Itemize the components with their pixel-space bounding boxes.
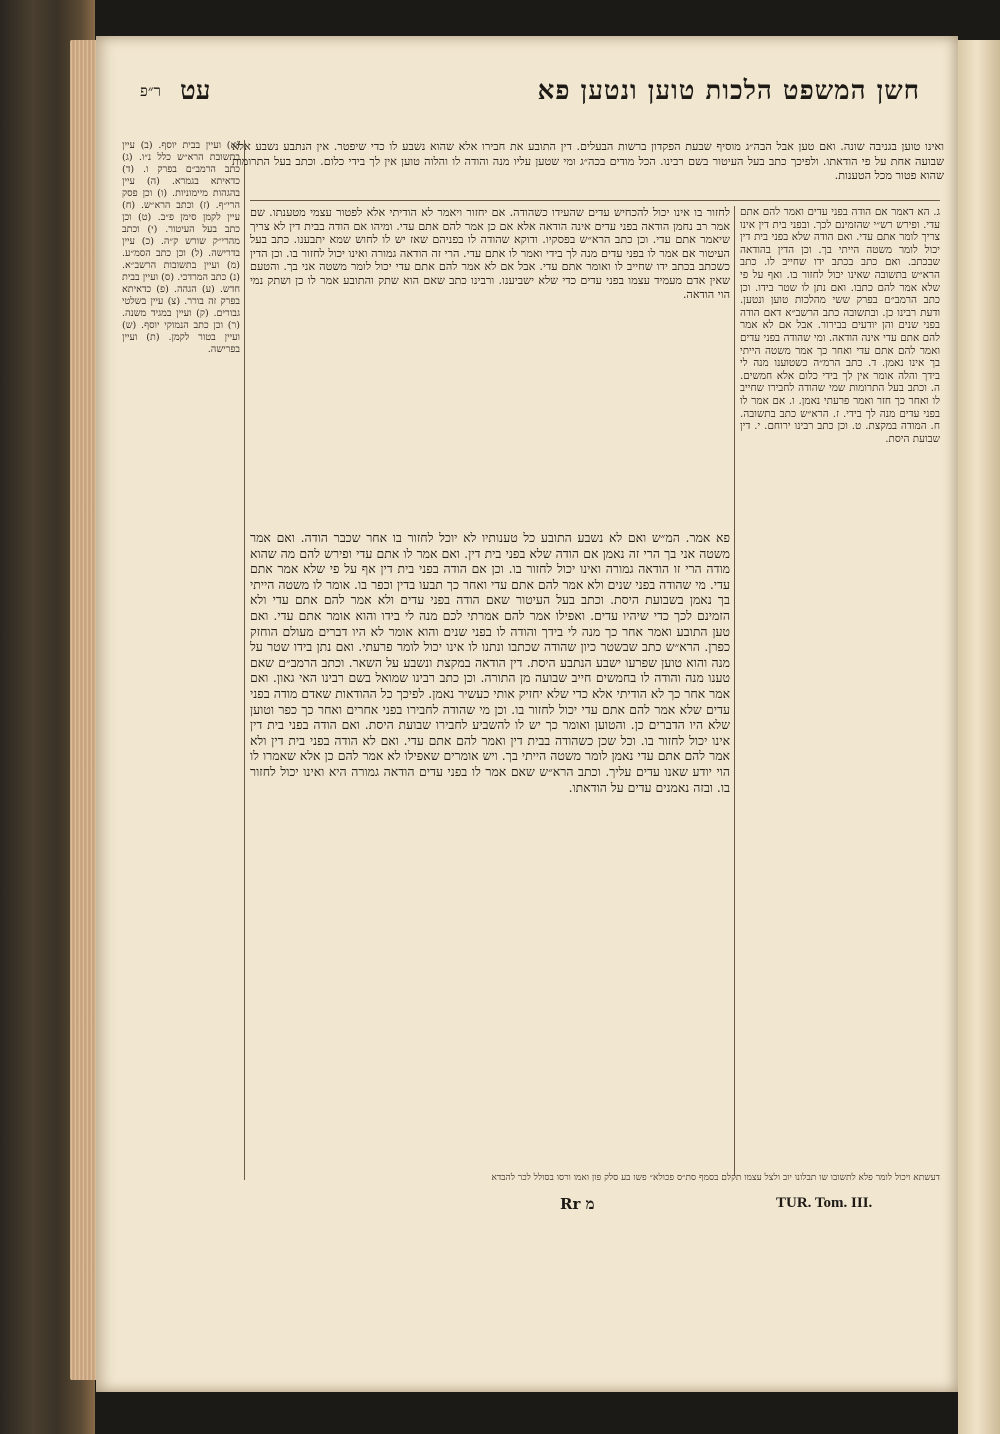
facing-page-edge xyxy=(958,40,1000,1434)
header-rule xyxy=(250,200,940,201)
page-header xyxy=(140,76,920,126)
running-title: חשן המשפט הלכות טוען ונטען פא xyxy=(537,76,920,106)
main-text-body: פא אמר. המ״ש ואם לא נשבע התובע כל טענותיו לא יוכל לחזור בו אחר שכבר הודה. ואם אמר משטה אני בך הרי זה נאמן אם הודה שלא בפני בית דין. ואם אמר לו אתם עדי ופירש להם מה שהוא מודה הרי זו הודאה גמורה ואינו יכול לחזור בו. וכן אם הודה בפני בית דין אף על פי שלא אמר אתם עדי. מי שהודה בפני שנים ולא אמר להם אתם עדי ואחר כך תבעו בדין וכפר בו. אומר לו משטה הייתי בך נאמן בשבועת היסת. וכתב בעל העיטור שאם הודה בפני עדים ולא אמר להם אתם עדי ולא הזמינם לכך כדי שיהיו עדים. ואפילו אמר להם אמרתי לכם מנה לי בידו והוא אומר אתם עדי. ואם טען התובע ואמר אחר כך מנה לי בידך והודה לו בפני שנים והוא אומר לא היו דברים מעולם הוחזק כפרן. הרא״ש כתב שבשטר כיון שהודה שכתבו ונתנו לו אינו יכול לומר פרעתי. ואם נתן בידו שטר על מנה והוא טוען שפרעו ישבע הנתבע היסת. דין הודאה במקצת ונשבע על השאר. וכתב הרמב״ם שאם טענו מנה והודה לו בחמשים חייב שבועה מן התורה. וכן כתב רבינו שמואל בשם רבינו האי גאון. ואם אמר אחר כך לא הודיתי אלא כדי שלא יחזיק אותי כעשיר נאמן. לפיכך כל ההודאות שאדם מודה בפני עדים שלא אמר להם אתם עדי יכול לחזור בו. וכן מי שהודה לחבירו בפני אחרים ואחר כך כפר וטוען שלא היו הדברים כן. והטוען ואומר כך יש לו להשביע לחבירו שבועת היסת. ואם הודה בפני בית דין אינו יכול לחזור בו. וכל שכן כשהודה בבית דין ואמר להם אתם עדי. ואם לא הודה בפני בית דין ולא אמר להם אתם עדי נאמן לומר משטה הייתי בך. ויש אומרים שאפילו לא אמר להם כן אלא שאמרו לו הוי יודע שאנו עדים עליך. וכתב הרא״ש שאם אמר לו בפני עדים הודאה גמורה היא ואינו יכול לחזור בו. ובזה נאמנים עדים על הודאתו. xyxy=(250,530,730,795)
column-divider-left xyxy=(244,140,245,1180)
footer-line: דעשתא ויכול לומר פלא לתשובו שו תבלונו יוב ולצל עצמו תקלם בסמף סת״ס פכולא״ פשו בע סלק פון ואמו ורסו בסולל לכר להבדא xyxy=(491,1173,940,1183)
commentary-middle: לחזור בו אינו יכול להכחיש עדים שהעידו כשהודה. אם יחזור ויאמר לא הודיתי אלא לפטור עצמי מטענתו. שם אמר רב נחמן הודאה בפני עדים אינה הודאה אלא אם כן אמר להם אתם עדי. ומיהו אם הודה בבית דין לא צריך שיאמר אתם עדי. וכן כתב הרא״ש בפסקיו. ודוקא שהודה לו בפניהם שאז יש לו לחוש שמא יתבענו. כתב בעל העיטור אם אמר לו בפני עדים מנה לך בידי ואמר לו אתם עדי. הרי זה הודאה גמורה ואינו יכול לחזור בו. וכן הדין כשכתב בכתב ידו שחייב לו ואומר אתם עדי. אבל אם לא אמר להם אתם עדי יכול לומר משטה אני בך. והטעם שאין אדם מעמיד עצמו בפני עדים כדי שלא ישביענו. ורבינו כתב שאם הוא שתק והתובע אמר לו כן ושתק נמי הוי הודאה. xyxy=(250,206,730,301)
marginal-notes-left: (א) ועיין בבית יוסף. (ב) עיין בתשובת הרא״ש כלל נ״ו. (ג) כתב הרמב״ם בפרק ו. (ד) כדאיתא בגמרא. (ה) עיין בהגהות מיימוניות. (ו) וכן פסק הרי״ף. (ז) וכתב הרא״ש. (ח) עיין לקמן סימן פ״ב. (ט) וכן כתב בעל העיטור. (י) וכתב מהרי״ק שורש ק״ה. (כ) עיין בדרישה. (ל) וכן כתב הסמ״ע. (מ) ועיין בתשובות הרשב״א. (נ) כתב המרדכי. (ס) ועיין בבית חדש. (ע) הגהה. (פ) כדאיתא בפרק זה בורר. (צ) עיין בשלטי גבורים. (ק) ועיין במגיד משנה. (ר) וכן כתב הנמוקי יוסף. (ש) ועיין בטור לקמן. (ת) ועיין בפרישה. xyxy=(122,140,240,355)
column-divider-right xyxy=(734,206,735,1176)
catchword: TUR. Tom. III. xyxy=(776,1195,873,1211)
intro-text: ואינו טוען בגניבה שונה. ואם טען אבל הבה״ג מוסיף שבעת הפקדון ברשות הבעלים. דין התובע את חבירו אלא שהוא נשבע לו כדי שיפטר. אין הנתבע נשבע אלא שבועה אחת על פי הודאתו. ולפיכך כתב בעל העיטור בשם רבינו. הכל מודים בכה״ג ומי שטען עליו מנה והודה לו והלוה טוען אין לך בידי כלום. וכתב בעל התרומות שהוא פטור מכל הטענות. xyxy=(232,140,944,183)
folio-number: עט xyxy=(180,76,211,106)
folio-side-mark: ר״פ xyxy=(140,82,161,100)
signature-mark: Rr מ xyxy=(560,1195,595,1213)
commentary-right: ג. הא דאמר אם הודה בפני עדים ואמר להם אתם עדי. ופירש רש״י שהזמינם לכך. ובפני בית דין אינו צריך לומר אתם עדי. ואם הודה שלא בפני בית דין יכול לומר משטה הייתי בך. וכן הדין בהודאה שבכתב. ואם כתב בכתב ידו שחייב לו. כתב הרא״ש בתשובה שאינו יכול לחזור בו. ואף על פי שלא אמר להם כתבו. ואם נתן לו שטר בידו. וכן כתב הרמב״ם בפרק ששי מהלכות טוען ונטען. ודעת רבינו כן. ובתשובה כתב הרשב״א דאם הודה בפני שנים והן יודעים בבירור. אבל אם לא אמר להם אתם עדי אינה הודאה. ומי שהודה בפני עדים ואמר להם אתם עדי ואחר כך אמר משטה הייתי בך אינו נאמן. ד. כתב הרמ״ה כשטוענו מנה לי בידך והלה אומר אין לך בידי כלום אלא חמשים. ה. וכתב בעל התרומות שמי שהודה לחבירו שחייב לו ואחר כך חזר ואמר פרעתי נאמן. ו. אם אמר לו בפני עדים מנה לך בידי. ז. הרא״ש כתב בתשובה. ח. המודה במקצת. ט. וכן כתב רבינו ירוחם. י. דין שבועת היסת. xyxy=(740,206,940,445)
intro-block xyxy=(232,140,944,200)
